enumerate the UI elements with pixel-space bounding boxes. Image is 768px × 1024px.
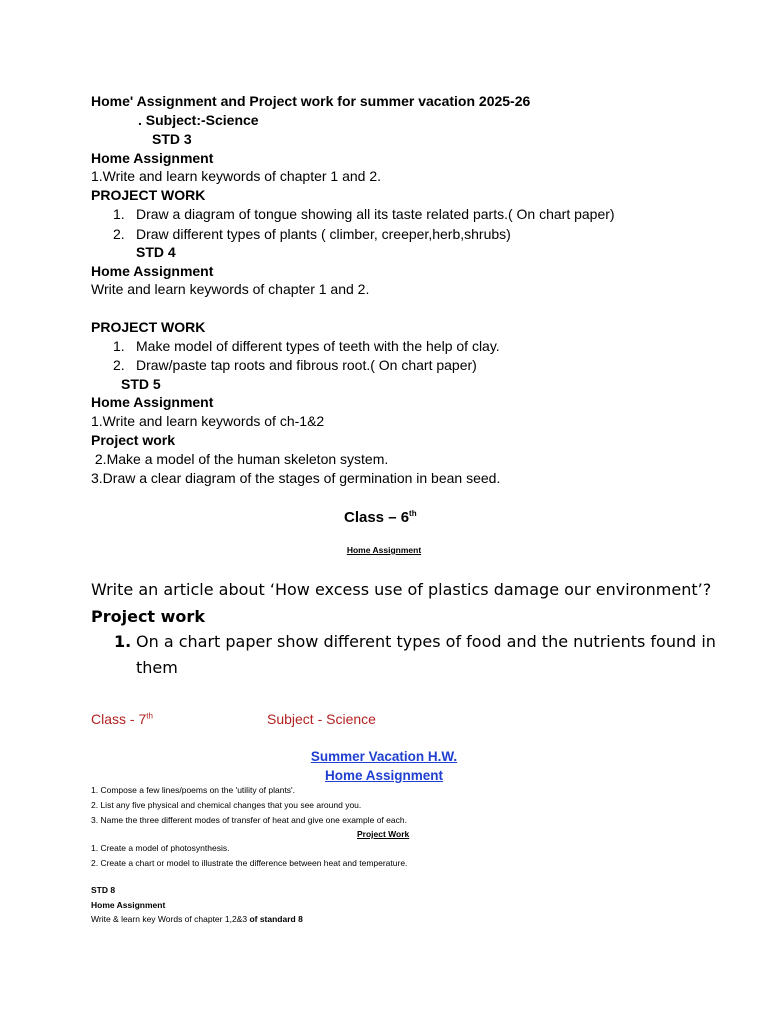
std5-home-heading: Home Assignment [91, 394, 214, 410]
std4-project-item: 2. Draw/paste tap roots and fibrous root.( On chart paper) [113, 357, 477, 373]
std5-project-heading: Project work [91, 432, 176, 448]
std8-heading: STD 8 [91, 885, 116, 895]
std5-project-line: 2.Make a model of the human skeleton system. [91, 451, 389, 467]
class6-project-item-cont: them [136, 658, 178, 677]
class6-home-heading: Home Assignment [346, 545, 422, 555]
subject-line: . Subject:-Science [138, 112, 259, 128]
std3-project-heading: PROJECT WORK [91, 187, 206, 203]
class7-project-item: 1. Create a model of photosynthesis. [91, 843, 230, 853]
class7-home-item: 1. Compose a few lines/poems on the 'utility of plants'. [91, 785, 296, 795]
document-title: Home' Assignment and Project work for summer vacation 2025-26 [91, 93, 531, 109]
std5-heading: STD 5 [121, 376, 161, 392]
std4-project-item: 1. Make model of different types of teeth with the help of clay. [113, 338, 500, 354]
std5-home-line: 1.Write and learn keywords of ch-1&2 [91, 413, 325, 429]
class7-label: Class - 7th [91, 711, 153, 727]
std3-project-item: 1. Draw a diagram of tongue showing all its taste related parts.( On chart paper) [113, 206, 615, 222]
std8-home-line: Write & learn key Words of chapter 1,2&3 of standard 8 [91, 914, 303, 924]
class6-project-item: 1. On a chart paper show different types of food and the nutrients found in [114, 632, 716, 651]
std4-project-heading: PROJECT WORK [91, 319, 206, 335]
class7-subject: Subject - Science [267, 711, 376, 727]
std4-heading: STD 4 [136, 244, 176, 260]
class7-home-heading: Home Assignment [324, 768, 444, 783]
std8-home-heading: Home Assignment [91, 900, 166, 910]
class6-title: Class – 6th [344, 509, 417, 526]
std4-home-line: Write and learn keywords of chapter 1 and 2. [91, 281, 370, 297]
class7-home-item: 3. Name the three different modes of transfer of heat and give one example of each. [91, 815, 407, 825]
std3-heading: STD 3 [152, 131, 192, 147]
std5-project-line: 3.Draw a clear diagram of the stages of germination in bean seed. [91, 470, 501, 486]
class7-home-item: 2. List any five physical and chemical changes that you see around you. [91, 800, 362, 810]
std3-home-line: 1.Write and learn keywords of chapter 1 and 2. [91, 168, 382, 184]
class6-project-heading: Project work [91, 607, 205, 626]
std4-home-heading: Home Assignment [91, 263, 214, 279]
summer-vacation-title: Summer Vacation H.W. [310, 749, 458, 764]
std3-project-item: 2. Draw different types of plants ( climber, creeper,herb,shrubs) [113, 226, 511, 242]
class7-project-heading: Project Work [357, 829, 410, 839]
class7-project-item: 2. Create a chart or model to illustrate the difference between heat and temperature. [91, 858, 408, 868]
std3-home-heading: Home Assignment [91, 150, 214, 166]
class6-article: Write an article about ‘How excess use of plastics damage our environment’? [91, 580, 712, 599]
